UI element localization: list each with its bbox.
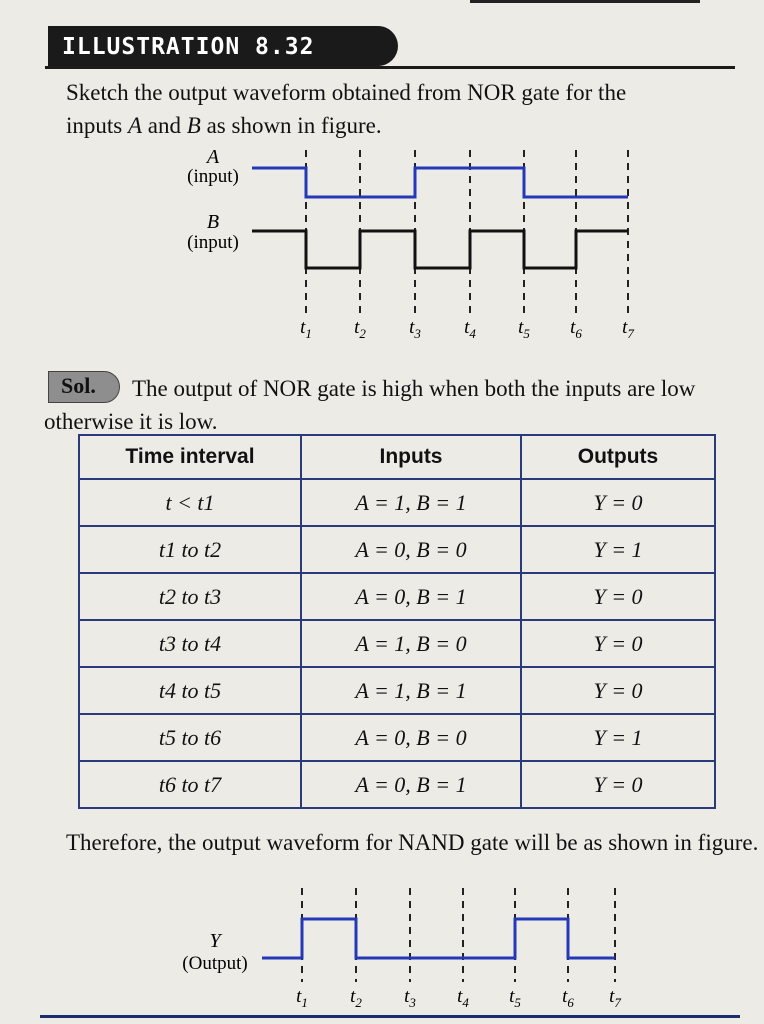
tick-label-t1: $t_1$: [296, 986, 308, 1010]
header-inputs: Inputs: [301, 435, 521, 479]
tick-label-t3: $t_3$: [409, 317, 421, 341]
wave-y: [262, 919, 615, 958]
tick-label-t2: $t_2$: [350, 986, 362, 1010]
solution-badge: Sol.: [48, 371, 120, 403]
y-sub-label: (Output): [182, 953, 248, 974]
illustration-label: ILLUSTRATION: [62, 34, 241, 60]
b-sub-label: (input): [187, 232, 239, 253]
tick-label-t4: $t_4$: [464, 317, 476, 341]
table-row: t < t1 A = 1, B = 1 Y = 0: [79, 479, 715, 526]
table-row: t3 to t4 A = 1, B = 0 Y = 0: [79, 620, 715, 667]
conclusion-text: Therefore, the output waveform for NAND gate will be as shown in figure.: [66, 830, 759, 855]
a-label: A: [206, 146, 220, 168]
b-label: B: [206, 211, 220, 233]
table-row: t2 to t3 A = 0, B = 1 Y = 0: [79, 573, 715, 620]
var-a: A: [127, 113, 143, 138]
tick-label-t5: $t_5$: [518, 317, 530, 341]
tick-label-t3: $t_3$: [404, 986, 416, 1010]
table-row: t1 to t2 A = 0, B = 0 Y = 1: [79, 526, 715, 573]
table-row: t6 to t7 A = 0, B = 1 Y = 0: [79, 761, 715, 808]
header-outputs: Outputs: [521, 435, 715, 479]
header-time-interval: Time interval: [79, 435, 301, 479]
bottom-rule: [40, 1015, 740, 1018]
tick-label-t5: $t_5$: [509, 986, 521, 1010]
solution-text: The output of NOR gate is high when both the inputs are low otherwise it is low.: [44, 376, 696, 434]
table-row: t4 to t5 A = 1, B = 1 Y = 0: [79, 667, 715, 714]
illustration-number: 8.32: [255, 34, 315, 60]
tick-label-t6: $t_6$: [570, 317, 582, 341]
a-sub-label: (input): [187, 166, 239, 187]
question-text: Sketch the output waveform obtained from NOR gate for the inputs A and B as shown in figure.: [66, 80, 627, 138]
var-b: B: [186, 113, 201, 138]
tick-label-t7: $t_7$: [622, 317, 634, 341]
question-line-1: Sketch the output waveform obtained from NOR gate for the: [66, 80, 627, 105]
y-label: Y: [209, 930, 221, 952]
tick-label-t1: $t_1$: [300, 317, 312, 341]
tick-label-t6: $t_6$: [562, 986, 574, 1010]
tick-label-t7: $t_7$: [609, 986, 621, 1010]
tick-label-t4: $t_4$: [457, 986, 469, 1010]
tick-label-t2: $t_2$: [354, 317, 366, 341]
table-row: t5 to t6 A = 0, B = 0 Y = 1: [79, 714, 715, 761]
